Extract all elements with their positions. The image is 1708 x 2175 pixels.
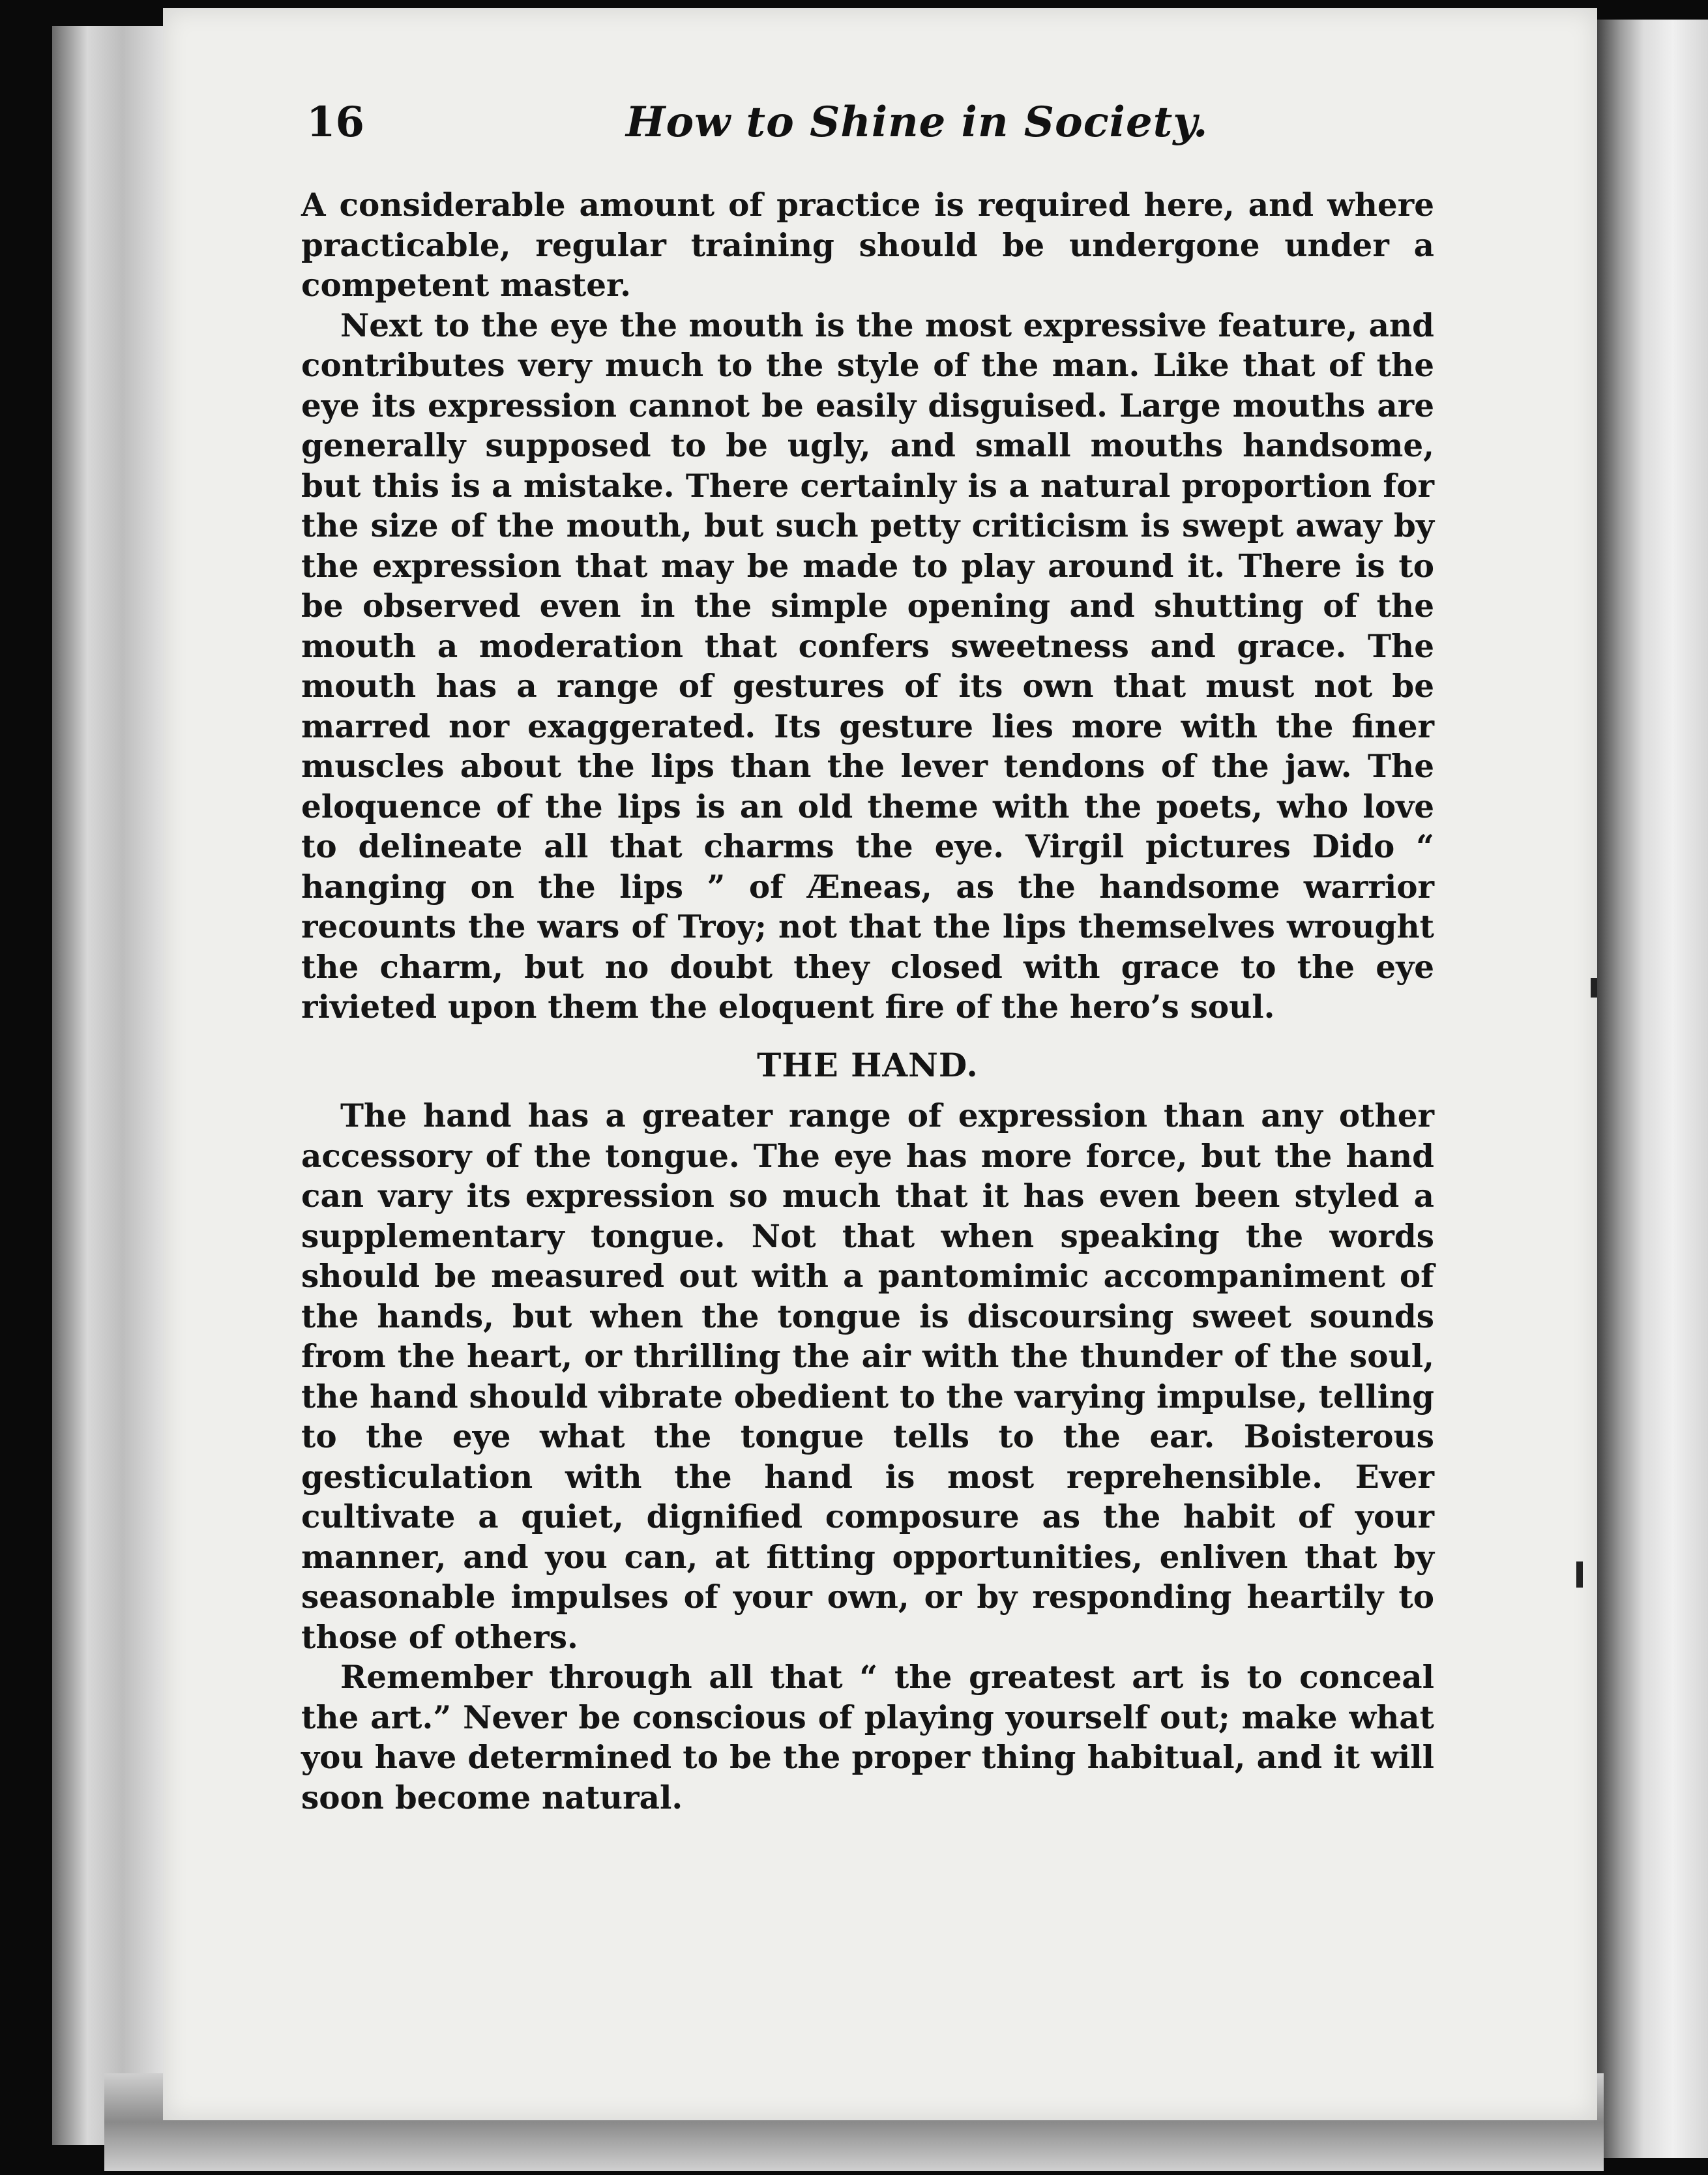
paragraph-mouth: Next to the eye the mouth is the most expressive feature, and contributes very much to the style of the man. Like that of the eye its expression cannot be easily disguised. Large mouths are generally supposed to be ugly, and small mouths handsome, but this is a mistake. There certainly is a natural proportion for the size of the mouth, but such petty criticism is swept away by the expression that may be made to play around it. There is to be observed even in the simple opening and shutting of the mouth a moderation that confers sweetness and grace. The mouth has a range of gestures of its own that must not be marred nor exaggerated. Its gesture lies more with the finer muscles about the lips than the lever tendons of the jaw. The eloquence of the lips is an old theme with the poets, who love to delineate all that charms the eye. Virgil pictures Dido “ hanging on the lips ” of Æneas, as the handsome warrior recounts the wars of Troy; not that the lips themselves wrought the charm, but no doubt they closed with grace to the eye rivieted upon them the eloquent fire of the hero’s soul. xyxy=(301,307,1434,1026)
page-number: 16 xyxy=(306,98,365,147)
section-heading: THE HAND. xyxy=(757,1045,979,1084)
page-text xyxy=(301,186,1434,1818)
running-title: How to Shine in Society. xyxy=(626,98,1209,147)
page-header xyxy=(306,98,1441,156)
paragraph-hand: The hand has a greater range of expression than any other accessory of the tongue. The eye has more force, but the hand can vary its expression so much that it has even been styled a supplementary tongue. Not that when speaking the words should be measured out with a pantomimic accompaniment of the hands, but when the tongue is discoursing sweet sounds from the heart, or thrilling the air with the thunder of the soul, the hand should vibrate obedient to the varying impulse, telling to the eye what the tongue tells to the ear. Boisterous gesticulation with the hand is most reprehensible. Ever cultivate a quiet, dignified composure as the habit of your manner, and you can, at fitting opportunities, enliven that by seasonable impulses of your own, or by responding heartily to those of others. xyxy=(301,1098,1434,1656)
book-gutter-right xyxy=(1591,20,1708,2158)
binding-mark xyxy=(1576,1561,1583,1588)
binding-mark xyxy=(1591,978,1597,998)
paragraph-practice: A considerable amount of practice is required here, and where practicable, regular training should be undergone under a competent master. xyxy=(301,187,1434,304)
page-stack-left-edge xyxy=(52,26,169,2145)
paragraph-remember: Remember through all that “ the greatest art is to conceal the art.” Never be conscious of playing yourself out; make what you have determined to be the proper thing habitual, and it will soon become natural. xyxy=(301,1659,1434,1816)
